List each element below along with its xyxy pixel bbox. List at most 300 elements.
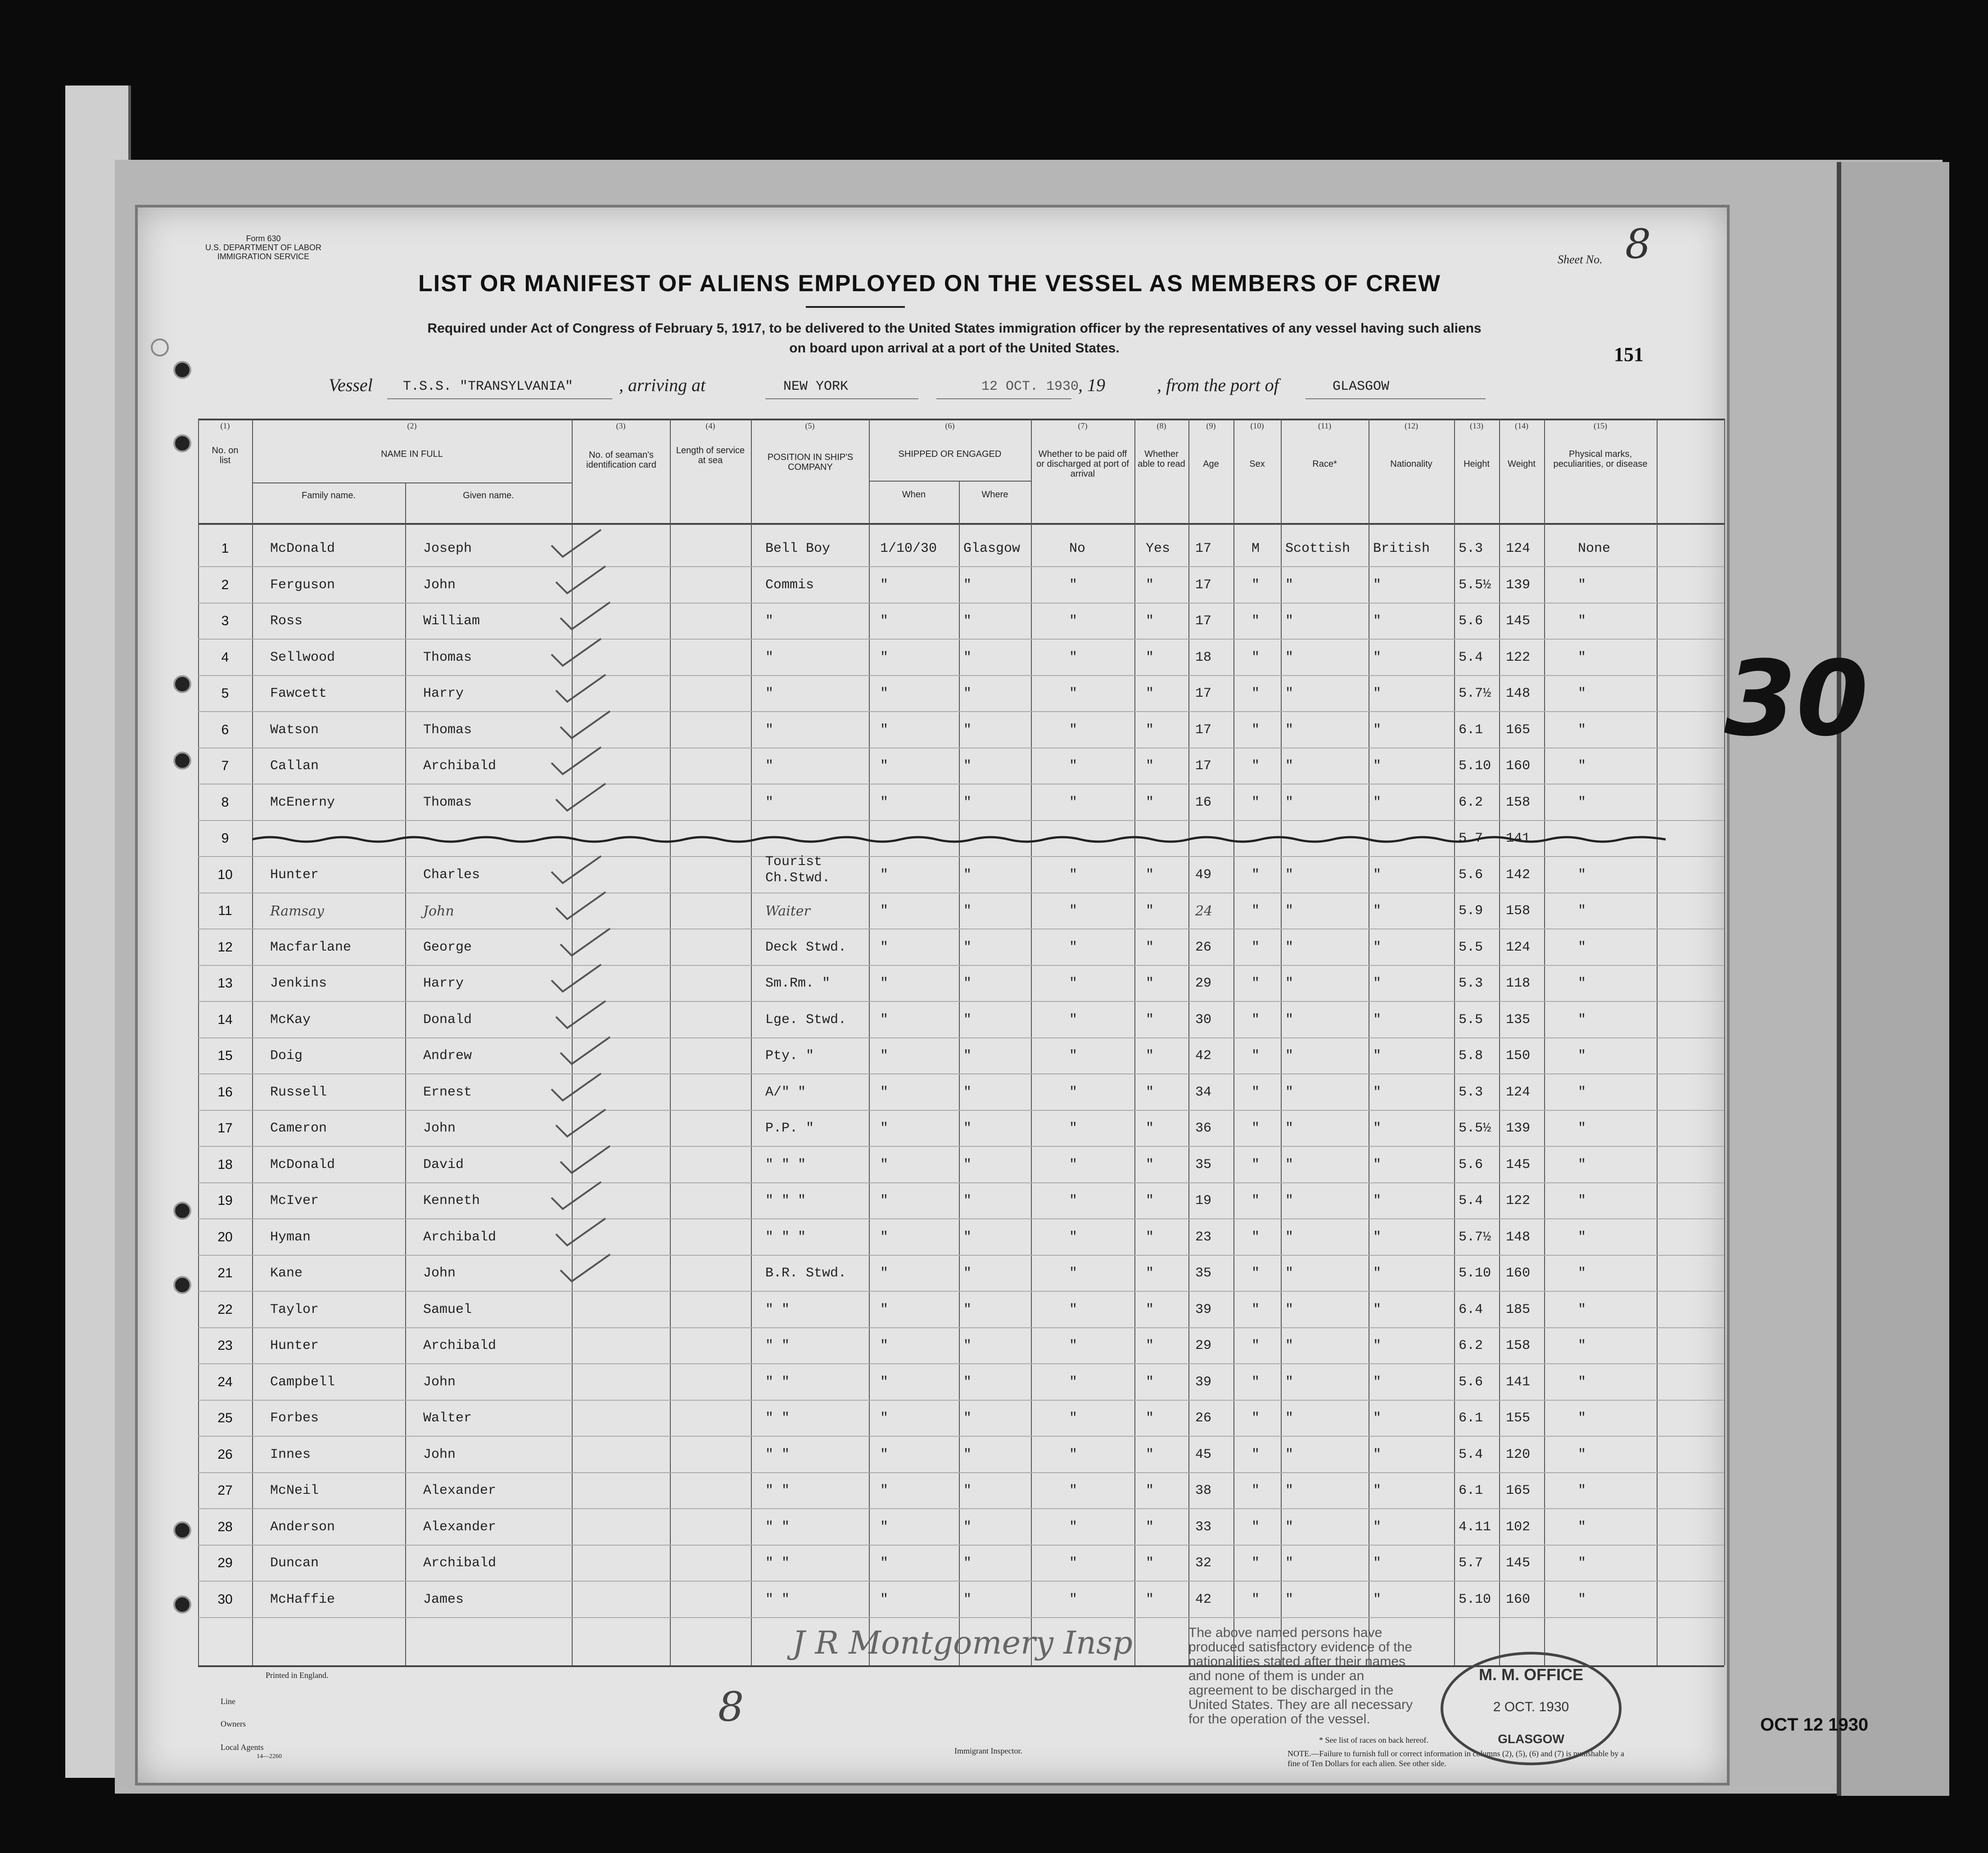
row-number: 27 [217,1483,233,1498]
row-number: 25 [217,1411,233,1425]
header-where: Where [981,490,1008,500]
able-to-read-cell: " [1146,976,1154,991]
row-rule [198,965,1724,966]
nationality-cell: " [1373,1266,1382,1281]
height-cell: 5.3 [1459,976,1483,991]
position-cell: Commis [765,577,814,593]
weight-cell: 122 [1506,1193,1531,1208]
race-note: * See list of races on back hereof. [1319,1736,1428,1745]
vessel-label: Vessel [329,375,373,395]
physical-marks-cell: " [1578,1230,1586,1245]
race-cell: " [1285,867,1294,883]
physical-marks-cell: " [1578,940,1586,955]
shipped-where-cell: Glasgow [963,541,1021,556]
position-cell: Lge. Stwd. [765,1012,847,1028]
weight-cell: 142 [1506,867,1531,883]
able-to-read-cell: " [1146,1592,1154,1607]
column-number: (4) [705,421,715,430]
given-name-cell: Thomas [423,722,472,738]
race-cell: " [1285,1193,1294,1208]
age-cell: 26 [1195,1411,1212,1426]
height-cell: 5.7 [1459,1555,1483,1571]
column-line [1233,419,1234,1665]
shipped-where-cell: " [963,1266,972,1281]
height-cell: 5.4 [1459,1447,1483,1462]
position-cell: Bell Boy [765,541,831,556]
shipped-where-cell: " [963,1483,972,1498]
row-number: 14 [217,1012,233,1027]
shipped-where-cell: " [963,613,972,629]
weight-cell: 120 [1506,1447,1531,1462]
row-number: 20 [217,1230,233,1244]
paid-off-cell: " [1069,1338,1078,1353]
age-cell: 42 [1195,1592,1212,1607]
punch-hole [173,1596,191,1614]
able-to-read-cell: " [1146,650,1154,665]
sex-cell: " [1252,722,1260,738]
column-number: (6) [945,421,955,430]
position-cell: " [765,795,774,810]
weight-cell: 158 [1506,795,1531,810]
physical-marks-cell: " [1578,1555,1586,1571]
paid-off-cell: " [1069,795,1078,810]
row-number: 1 [221,541,229,556]
sex-cell: " [1252,577,1260,593]
able-to-read-cell: Yes [1146,541,1170,556]
shipped-where-cell: " [963,1157,972,1172]
nationality-cell: " [1373,1085,1382,1100]
height-cell: 5.6 [1459,867,1483,883]
subtitle-line-2: on board upon arrival at a port of the United States. [789,341,1120,356]
header-name-in-full: NAME IN FULL [381,449,443,459]
sheet-number: 8 [1625,221,1651,268]
race-cell: " [1285,1483,1294,1498]
column-line [1724,419,1725,1665]
row-rule [198,1400,1724,1401]
position-cell: " " " [765,1157,806,1172]
check-mark-icon [549,636,603,668]
sex-cell: " [1252,1411,1260,1426]
paid-off-cell: " [1069,1230,1078,1245]
paid-off-cell: " [1069,1447,1078,1462]
given-name-cell: Ernest [423,1085,472,1100]
header-nationality: Nationality [1390,459,1432,469]
column-line [869,419,870,1665]
row-number: 28 [217,1519,233,1534]
nationality-cell: " [1373,867,1382,883]
check-mark-icon [554,890,608,921]
height-cell: 5.4 [1459,1193,1483,1208]
header-position: POSITION IN SHIP'S COMPANY [767,452,854,472]
nationality-cell: " [1373,613,1382,629]
shipped-where-cell: " [963,903,972,919]
row-rule [198,1001,1724,1002]
shipped-when-cell: " [880,686,889,701]
shipped-when-cell: " [880,976,889,991]
from-label: , from the port of [1157,375,1279,395]
given-name-cell: Archibald [423,1555,497,1571]
row-number: 22 [217,1302,233,1317]
race-cell: " [1285,650,1294,665]
height-cell: 5.5½ [1459,577,1491,593]
sex-cell: " [1252,903,1260,919]
position-cell: " " [765,1447,790,1462]
row-number: 9 [221,831,229,846]
given-name-cell: William [423,613,480,629]
weight-cell: 139 [1506,1121,1531,1136]
physical-marks-cell: " [1578,1302,1586,1317]
subtitle-line-1: Required under Act of Congress of February 5, 1917, to be delivered to the United States immigration officer by the representatives of any vessel having such aliens [427,321,1482,336]
paid-off-cell: " [1069,1375,1078,1390]
header-age: Age [1203,459,1219,469]
able-to-read-cell: " [1146,722,1154,738]
punch-hole [173,361,191,379]
sex-cell: " [1252,1555,1260,1571]
given-name-cell: David [423,1157,464,1172]
sex-cell: " [1252,795,1260,810]
column-number: (14) [1515,421,1528,430]
header-able-to-read: Whether able to read [1138,449,1185,469]
physical-marks-cell: " [1578,976,1586,991]
column-number: (8) [1157,421,1166,430]
nationality-cell: " [1373,1447,1382,1462]
family-name-cell: Taylor [270,1302,319,1317]
header-height: Height [1464,459,1490,469]
physical-marks-cell: " [1578,758,1586,774]
race-cell: " [1285,940,1294,955]
paid-off-cell: " [1069,1121,1078,1136]
paid-off-cell: " [1069,1048,1078,1064]
physical-marks-cell: " [1578,795,1586,810]
shipped-where-cell: " [963,1519,972,1535]
position-cell: B.R. Stwd. [765,1266,847,1281]
shipped-where-cell: " [963,1375,972,1390]
row-rule [198,1182,1724,1183]
race-cell: " [1285,1302,1294,1317]
physical-marks-cell: " [1578,1157,1586,1172]
given-name-cell: Thomas [423,795,472,810]
header-family-name: Family name. [301,491,356,500]
shipped-when-cell: " [880,758,889,774]
shipped-where-cell: " [963,867,972,883]
able-to-read-cell: " [1146,1230,1154,1245]
physical-marks-cell: " [1578,686,1586,701]
row-number: 16 [217,1085,233,1100]
family-name-cell: Duncan [270,1555,319,1571]
shipped-where-cell: " [963,1411,972,1426]
receipt-date-stamp: OCT 12 1930 [1760,1715,1869,1735]
column-line [198,419,199,1665]
able-to-read-cell: " [1146,940,1154,955]
row-rule [198,1581,1724,1582]
physical-marks-cell: " [1578,577,1586,593]
given-name-cell: Joseph [423,541,472,556]
family-name-cell: Fawcett [270,686,327,701]
row-number: 12 [217,940,233,955]
row-number: 24 [217,1375,233,1389]
weight-cell: 145 [1506,613,1531,629]
age-cell: 24 [1195,903,1213,919]
header-weight: Weight [1508,459,1536,469]
owners-label: Owners [221,1719,246,1728]
paid-off-cell: " [1069,577,1078,593]
race-cell: " [1285,795,1294,810]
shipped-where-cell: " [963,577,972,593]
position-cell: Waiter [765,903,810,919]
column-number: (3) [616,421,626,430]
weight-cell: 141 [1506,1375,1531,1390]
row-number: 17 [217,1121,233,1136]
header-length-of-service: Length of service at sea [676,446,745,465]
check-mark-icon [554,1107,608,1139]
nationality-cell: " [1373,722,1382,738]
given-name-cell: John [423,1375,456,1390]
physical-marks-cell: " [1578,1193,1586,1208]
shipped-when-cell: " [880,1230,889,1245]
header-no-on-list: No. on list [212,446,239,465]
family-name-cell: Hunter [270,1338,319,1353]
given-name-cell: Archibald [423,1230,497,1245]
position-cell: " [765,650,774,665]
able-to-read-cell: " [1146,1338,1154,1353]
given-name-cell: Charles [423,867,480,883]
given-name-cell: John [423,1121,456,1136]
shipped-when-cell: " [880,867,889,883]
nationality-cell: " [1373,1375,1382,1390]
age-cell: 39 [1195,1375,1212,1390]
sex-cell: " [1252,1519,1260,1535]
weight-cell: 160 [1506,1266,1531,1281]
page-title: LIST OR MANIFEST OF ALIENS EMPLOYED ON THE VESSEL AS MEMBERS OF CREW [418,271,1441,297]
row-rule [198,1218,1724,1219]
shipped-where-cell: " [963,795,972,810]
row-rule [198,1436,1724,1437]
row-rule [198,1327,1724,1328]
race-cell: " [1285,1519,1294,1535]
family-name-cell: McDonald [270,541,335,556]
form-department: U.S. DEPARTMENT OF LABOR [205,243,322,252]
able-to-read-cell: " [1146,1519,1154,1535]
paid-off-cell: " [1069,758,1078,774]
weight-cell: 155 [1506,1411,1531,1426]
able-to-read-cell: " [1146,1012,1154,1028]
race-cell: " [1285,1447,1294,1462]
shipped-when-cell: " [880,1519,889,1535]
height-cell: 6.1 [1459,1483,1483,1498]
physical-marks-cell: " [1578,1411,1586,1426]
height-cell: 6.2 [1459,1338,1483,1353]
given-name-cell: John [423,1447,456,1462]
column-number: (9) [1206,421,1216,430]
shipped-when-cell: " [880,1592,889,1607]
column-line [1499,419,1500,1665]
column-number: (7) [1078,421,1088,430]
height-cell: 5.4 [1459,650,1483,665]
weight-cell: 160 [1506,758,1531,774]
height-cell: 5.7½ [1459,1230,1491,1245]
shipped-where-cell: " [963,1193,972,1208]
physical-marks-cell: " [1578,1048,1586,1064]
given-name-cell: Andrew [423,1048,472,1064]
punch-hole [151,338,169,356]
age-cell: 42 [1195,1048,1212,1064]
row-rule [198,856,1724,857]
shipped-where-cell: " [963,976,972,991]
check-mark-icon [554,564,608,595]
race-cell: " [1285,1338,1294,1353]
row-rule [198,820,1724,821]
family-name-cell: McDonald [270,1157,335,1172]
race-cell: " [1285,1157,1294,1172]
column-line [252,419,253,1665]
family-name-cell: Ramsay [270,903,324,919]
paid-off-cell: " [1069,1157,1078,1172]
shipped-where-cell: " [963,1121,972,1136]
column-line [1134,419,1135,1665]
inspector-signature: J R Montgomery Insp [792,1624,1133,1661]
shipped-when-cell: " [880,1411,889,1426]
weight-cell: 102 [1506,1519,1531,1535]
given-name-cell: John [423,903,454,919]
shipped-when-cell: " [880,1193,889,1208]
column-number: (11) [1318,421,1332,430]
position-cell: P.P. " [765,1121,814,1136]
punch-hole [173,434,191,452]
row-number: 19 [217,1193,233,1208]
header-shipped-or-engaged: SHIPPED OR ENGAGED [898,449,1002,459]
column-number: (10) [1250,421,1264,430]
shipped-where-cell: " [963,1555,972,1571]
shipped-when-cell: " [880,1555,889,1571]
nationality-cell: British [1373,541,1430,556]
punch-hole [173,1202,191,1220]
able-to-read-cell: " [1146,1555,1154,1571]
able-to-read-cell: " [1146,758,1154,774]
shipped-when-cell: " [880,1012,889,1028]
manifest-page [135,205,1730,1785]
row-rule [198,1073,1724,1074]
check-mark-icon [554,999,608,1030]
family-name-cell: McNeil [270,1483,319,1498]
age-cell: 39 [1195,1302,1212,1317]
stamp-bottom: GLASGOW [1498,1732,1564,1746]
physical-marks-cell: None [1578,541,1611,556]
sex-cell: " [1252,976,1260,991]
table-header-border [198,523,1724,525]
race-cell: " [1285,722,1294,738]
given-name-cell: James [423,1592,464,1607]
check-mark-icon [554,672,608,704]
paid-off-cell: " [1069,940,1078,955]
position-cell: " " [765,1555,790,1571]
column-line [1657,419,1658,1665]
sex-cell: " [1252,1157,1260,1172]
able-to-read-cell: " [1146,686,1154,701]
race-cell: Scottish [1285,541,1351,556]
age-cell: 36 [1195,1121,1212,1136]
shipped-when-cell: " [880,1338,889,1353]
shipped-where-cell: " [963,1012,972,1028]
row-number: 6 [221,722,229,737]
shipped-when-cell: " [880,650,889,665]
physical-marks-cell: " [1578,1121,1586,1136]
family-name-cell: Russell [270,1085,327,1100]
paid-off-cell: " [1069,1411,1078,1426]
column-line [1188,419,1189,1665]
able-to-read-cell: " [1146,613,1154,629]
vessel-underline [387,398,612,399]
row-rule [198,1363,1724,1364]
position-cell: " " [765,1519,790,1535]
sex-cell: " [1252,1230,1260,1245]
physical-marks-cell: " [1578,1338,1586,1353]
shipped-where-cell: " [963,940,972,955]
sex-cell: " [1252,1121,1260,1136]
physical-marks-cell: " [1578,650,1586,665]
family-name-cell: Callan [270,758,319,774]
family-name-cell: Doig [270,1048,303,1064]
age-cell: 32 [1195,1555,1212,1571]
physical-marks-cell: " [1578,1483,1586,1498]
able-to-read-cell: " [1146,1266,1154,1281]
able-to-read-cell: " [1146,867,1154,883]
stamp-top: M. M. OFFICE [1479,1665,1583,1684]
row-number: 15 [217,1048,233,1063]
sex-cell: " [1252,1375,1260,1390]
punch-hole [173,1276,191,1294]
height-cell: 5.7½ [1459,686,1491,701]
fine-note: NOTE.—Failure to furnish full or correct information in columns (2), (5), (6) and (7) is punishable by a fine of Ten Dollars for each alien. See other side. [1288,1749,1624,1768]
position-cell: " [765,613,774,629]
shipped-when-cell: " [880,795,889,810]
date-underline [936,398,1071,399]
nationality-cell: " [1373,1012,1382,1028]
shipped-where-cell: " [963,1592,972,1607]
check-mark-icon [549,962,603,994]
shipped-when-cell: " [880,1085,889,1100]
able-to-read-cell: " [1146,577,1154,593]
position-cell: Tourist Ch.Stwd. [765,854,831,886]
physical-marks-cell: " [1578,1447,1586,1462]
able-to-read-cell: " [1146,1483,1154,1498]
paid-off-cell: " [1069,976,1078,991]
year-label: , 19 [1078,375,1105,395]
row-number: 11 [218,903,232,918]
sex-cell: " [1252,1085,1260,1100]
name-header-rule [252,482,572,483]
row-rule [198,603,1724,604]
position-cell: A/" " [765,1085,806,1100]
row-rule [198,675,1724,676]
able-to-read-cell: " [1146,1085,1154,1100]
paid-off-cell: " [1069,722,1078,738]
shipped-where-cell: " [963,1338,972,1353]
age-cell: 49 [1195,867,1212,883]
family-name-cell: Hyman [270,1230,311,1245]
row-number: 13 [217,976,233,991]
race-cell: " [1285,577,1294,593]
column-line [751,419,752,1665]
weight-cell: 124 [1506,940,1531,955]
shipped-when-cell: " [880,1048,889,1064]
nationality-cell: " [1373,940,1382,955]
header-when: When [902,490,926,500]
race-cell: " [1285,903,1294,919]
nationality-cell: " [1373,1519,1382,1535]
nationality-cell: " [1373,903,1382,919]
column-line [670,419,671,1665]
sex-cell: " [1252,1447,1260,1462]
